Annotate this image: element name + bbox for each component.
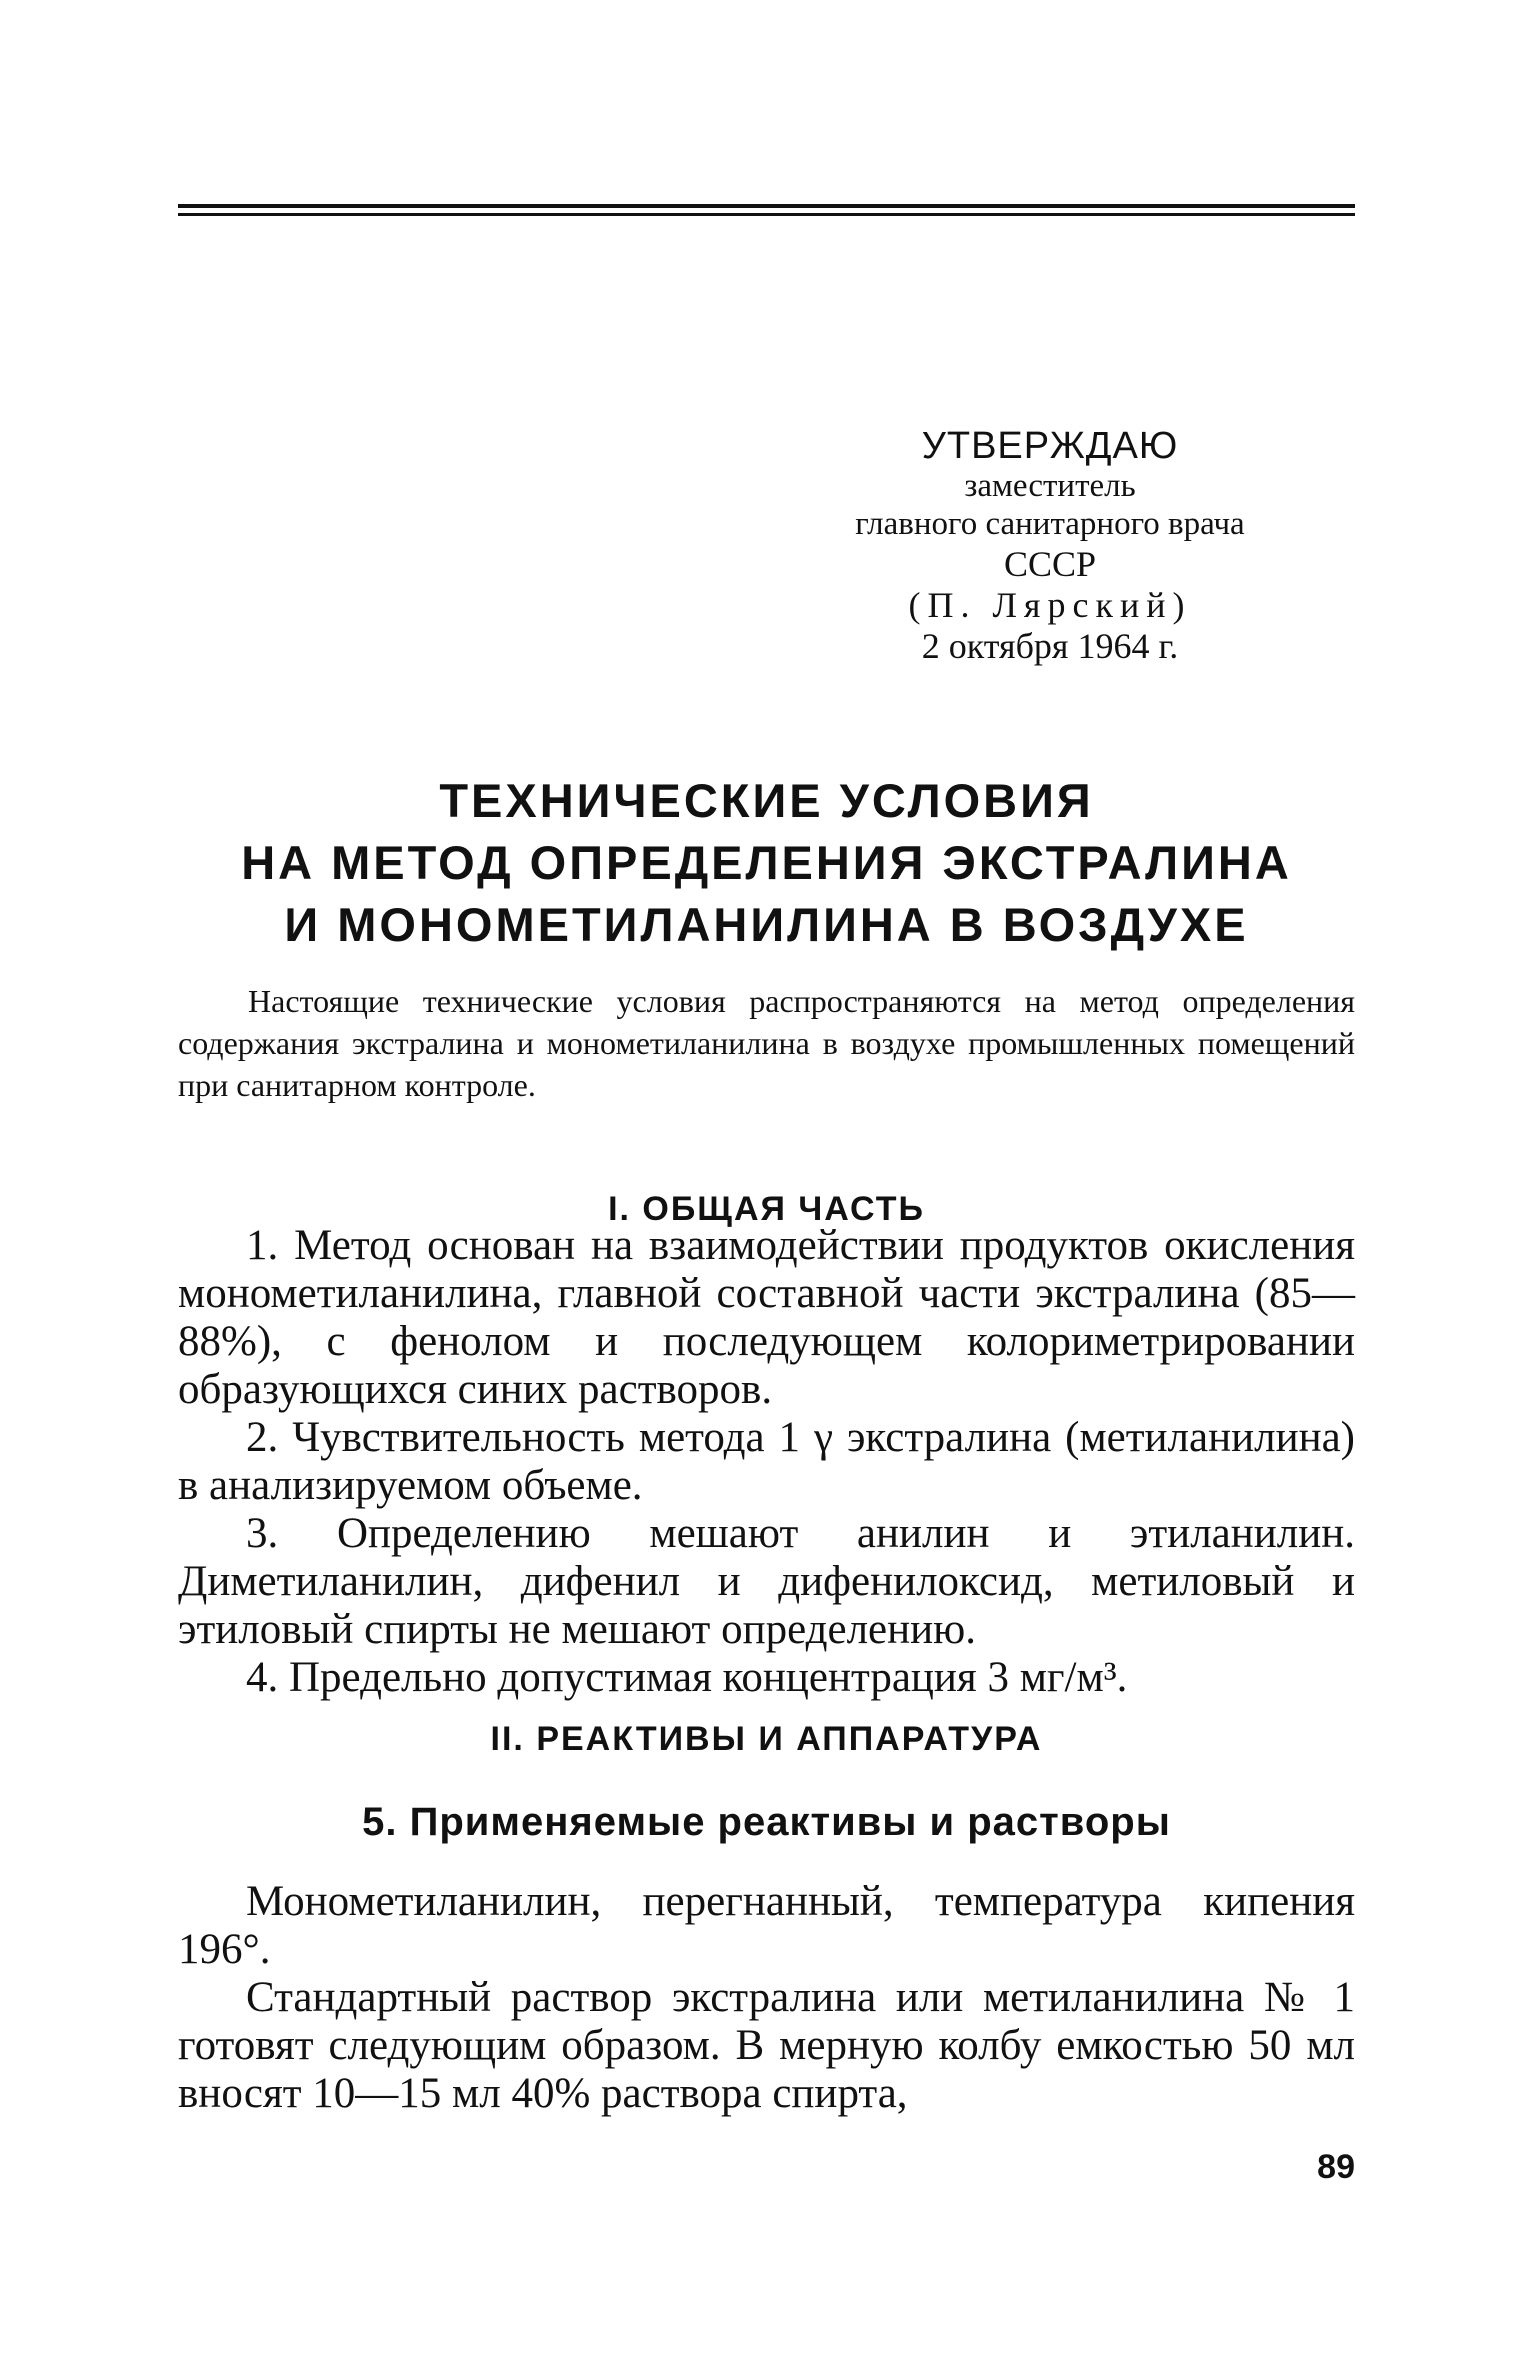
- approval-heading: УТВЕРЖДАЮ: [921, 425, 1179, 467]
- approval-date: 2 октября 1964 г.: [921, 625, 1179, 666]
- intro-paragraph: Настоящие технические условия распространяются на метод определения содержания экстралина и монометиланилина в воздухе промышленных помещений при санитарном контроле.: [178, 983, 1355, 1103]
- section-2-subheading: 5. Применяемые реактивы и растворы: [362, 1800, 1171, 1844]
- title-line-1: ТЕХНИЧЕСКИЕ УСЛОВИЯ: [439, 774, 1094, 827]
- section-1-body: [178, 1222, 1355, 1702]
- paragraph: Монометиланилин, перегнанный, температура кипения 196°.: [178, 1878, 1355, 1973]
- page-number: 89: [1317, 2148, 1355, 2186]
- document-title: [178, 770, 1355, 956]
- list-item: 3. Определению мешают анилин и этиланилин. Диметиланилин, дифенил и дифенилоксид, метиловый и этиловый спирты не мешают определению.: [178, 1510, 1355, 1653]
- list-item: 1. Метод основан на взаимодействии продуктов окисления монометиланилина, главной составной части экстралина (85—88%), с фенолом и последующем колориметрировании образующихся синих растворов.: [178, 1222, 1355, 1413]
- top-rule: [178, 204, 1355, 208]
- section-1-heading: I. ОБЩАЯ ЧАСТЬ: [608, 1190, 925, 1228]
- approval-country: СССР: [1003, 543, 1097, 584]
- list-item: 2. Чувствительность метода 1 γ экстралина (метиланилина) в анализируемом объеме.: [178, 1414, 1355, 1509]
- list-item: 4. Предельно допустимая концентрация 3 мг/м³.: [246, 1654, 1128, 1701]
- section-2-heading: II. РЕАКТИВЫ И АППАРАТУРА: [490, 1720, 1043, 1758]
- approval-signatory: (П. Лярский): [908, 584, 1192, 625]
- approval-position-2: главного санитарного врача: [855, 505, 1245, 542]
- approval-position: заместитель: [964, 468, 1136, 505]
- approval-block: [790, 425, 1310, 667]
- section-2-body: [178, 1878, 1355, 2118]
- paragraph: Стандартный раствор экстралина или метиланилина № 1 готовят следующим образом. В мерную колбу емкостью 50 мл вносят 10—15 мл 40% раствора спирта,: [178, 1974, 1355, 2117]
- title-line-2: НА МЕТОД ОПРЕДЕЛЕНИЯ ЭКСТРАЛИНА: [241, 836, 1292, 889]
- top-rule-thin: [178, 213, 1355, 216]
- title-line-3: И МОНОМЕТИЛАНИЛИНА В ВОЗДУХЕ: [284, 898, 1249, 951]
